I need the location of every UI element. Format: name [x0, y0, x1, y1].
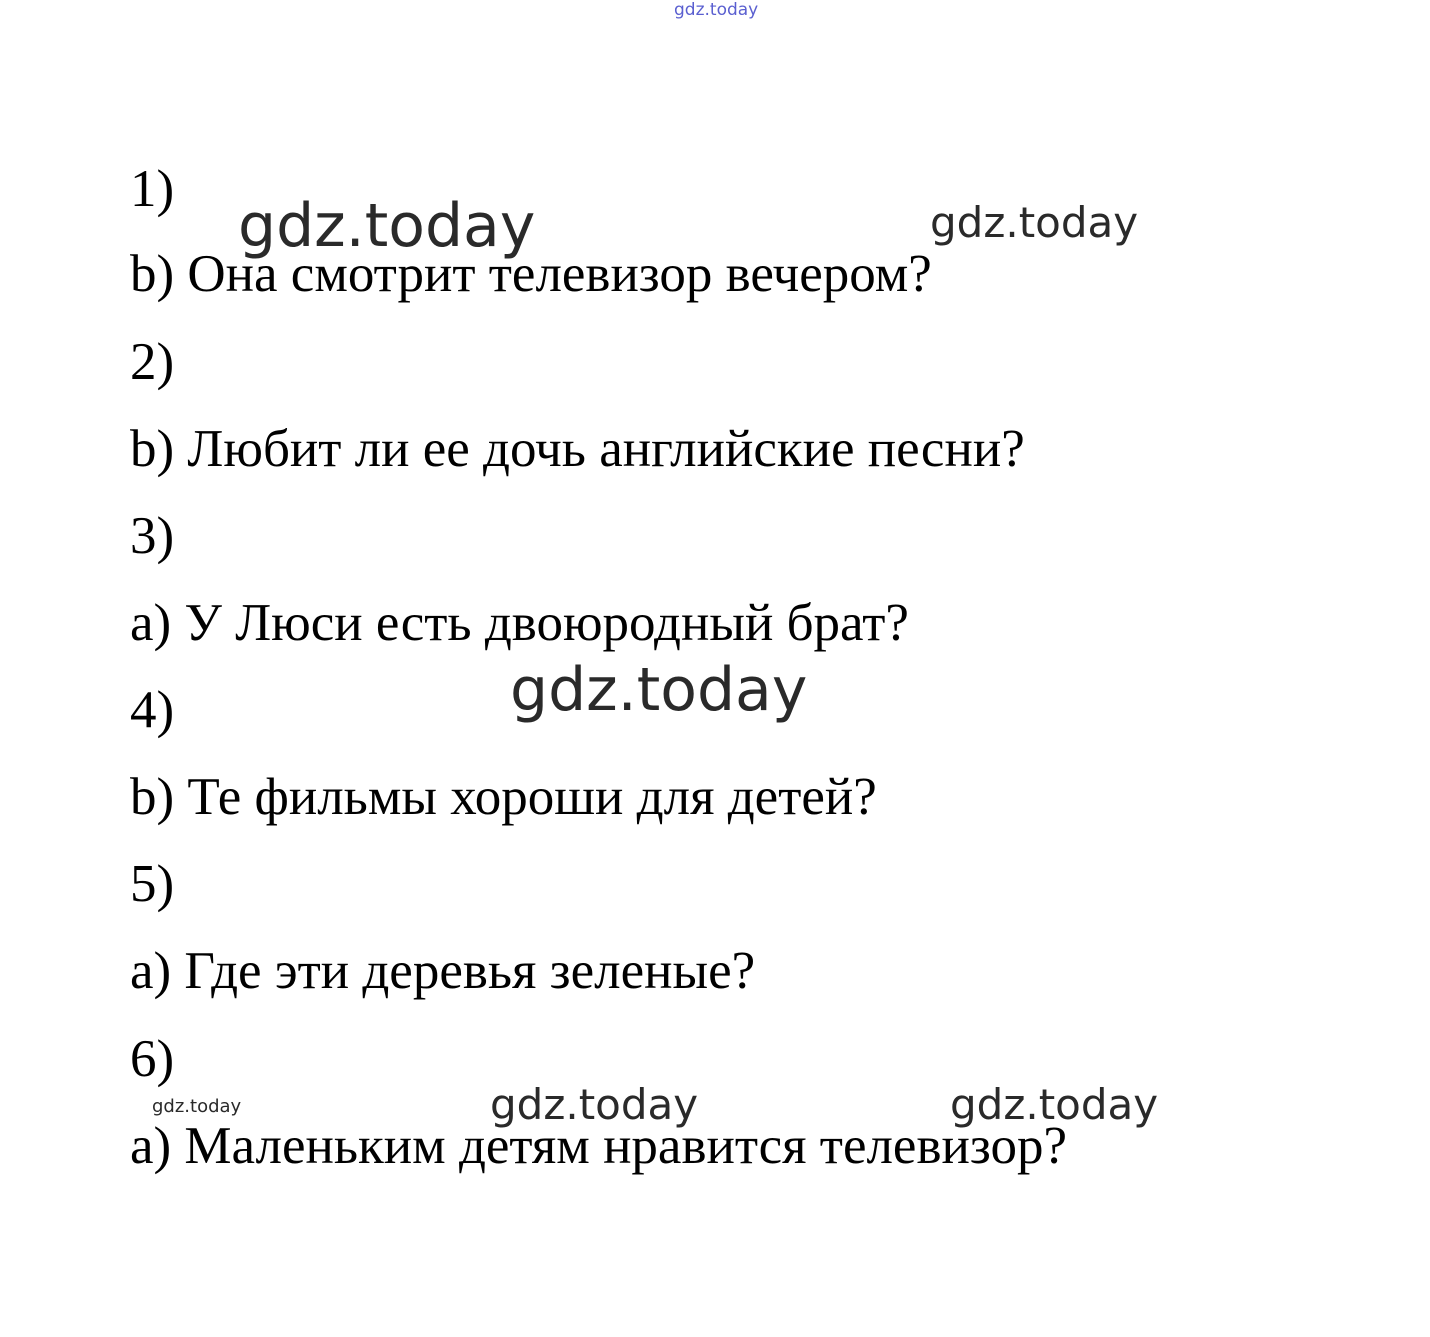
item-number-3: 3) [130, 507, 175, 565]
answer-6: a) Маленьким детям нравится телевизор? [130, 1117, 1067, 1175]
watermark: gdz.today [510, 655, 808, 725]
answer-1: b) Она смотрит телевизор вечером? [130, 245, 932, 303]
item-number-1: 1) [130, 160, 175, 218]
watermark: gdz.today [950, 1080, 1159, 1129]
item-number-6: 6) [130, 1030, 175, 1088]
answer-2: b) Любит ли ее дочь английские песни? [130, 420, 1025, 478]
item-number-4: 4) [130, 681, 175, 739]
answer-5: a) Где эти деревья зеленые? [130, 942, 756, 1000]
watermark: gdz.today [152, 1096, 242, 1117]
item-number-5: 5) [130, 855, 175, 913]
watermark: gdz.today [490, 1080, 699, 1129]
watermark: gdz.today [238, 191, 536, 261]
watermark-top: gdz.today [674, 0, 759, 20]
watermark: gdz.today [930, 198, 1139, 247]
item-number-2: 2) [130, 333, 175, 391]
answer-3: a) У Люси есть двоюродный брат? [130, 594, 909, 652]
answer-4: b) Те фильмы хороши для детей? [130, 768, 877, 826]
